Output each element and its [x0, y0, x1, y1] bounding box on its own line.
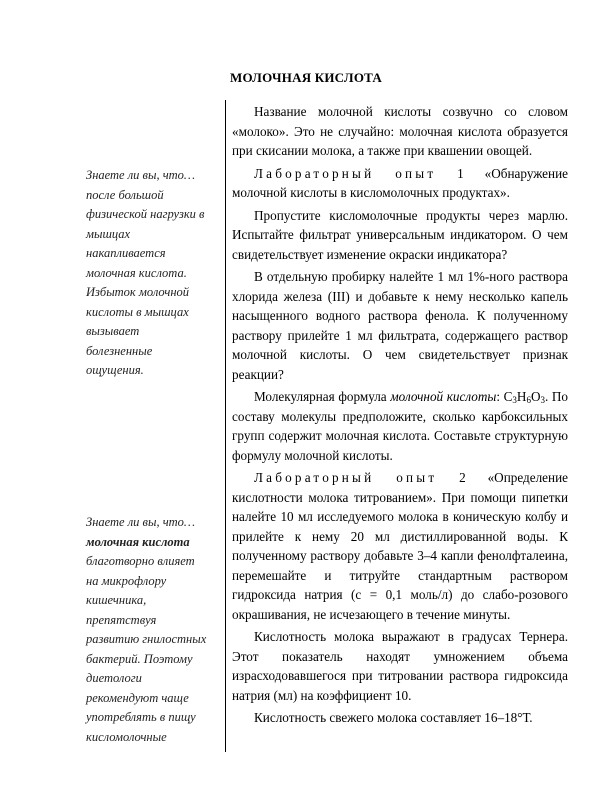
- sidebar-highlight: молочная кислота: [86, 534, 190, 549]
- lab1-paragraph-1: Пропустите кисломолочные продукты через марлю. Испытайте фильтрат универсальным индикатором. О чем свидетельствует изменение окраски индикатора?: [232, 207, 568, 262]
- molecular-formula: $C_3H_6O_3$: [503, 389, 545, 405]
- sidebar-note-2: [86, 513, 220, 747]
- sidebar-line: Знаете ли вы, что…: [86, 168, 196, 182]
- main-text: [232, 102, 568, 731]
- fresh-milk-paragraph: Кислотность свежего молока составляет 16–18°Т.: [254, 710, 533, 725]
- sidebar-line: употреблять в пищу: [86, 710, 196, 724]
- formula-paragraph: Молекулярная формула молочной кислоты: $C_3H_6O_3$. По составу молекулы предположите, сколько карбоксильных групп содержит молочная кислота. Составьте структурную формулу молочной кислоты.: [232, 389, 569, 463]
- sidebar-line: препятствуя: [86, 612, 157, 627]
- lab1-heading: [232, 164, 568, 203]
- sidebar-line: благотворно влияет: [86, 554, 195, 568]
- sidebar-lead: Знаете ли вы, что…: [86, 515, 196, 529]
- sidebar-line: кишечника,: [86, 593, 147, 607]
- column-divider: [225, 100, 226, 752]
- lab1-label: Лабораторный опыт 1: [254, 165, 467, 181]
- lab2-text: При помощи пипетки налейте 10 мл исследуемого молока в коническую колбу и прилейте к нему 20 мл дистиллированной воды. К полученному раствору добавьте 3–4 капли фенолфталеина, перемешайте и титруйте стандартным раствором гидроксида натрия (c = 0,1 моль/л) до слабо-розового окрашивания, не исчезающего в течение минуты.: [232, 489, 569, 622]
- sidebar-line: физической нагрузки в: [86, 207, 205, 221]
- acidity-paragraph: Кислотность молока выражают в градусах Тернера. Этот показатель находят умножением объема израсходовавшегося при титровании раствора гидроксида натрия (мл) на коэффициент 10.: [232, 629, 568, 703]
- formula-rest: . По составу молекулы предположите, сколько карбоксильных групп содержит молочная кислота. Составьте структурную формулу молочной кислоты.: [232, 389, 569, 463]
- lab1-paragraph-2: В отдельную пробирку налейте 1 мл 1%-ного раствора хлорида железа (III) и добавьте к нему несколько капель насыщенного водного раствора фенола. К полученному раствору прилейте 1 мл фильтрата, содержащего раствор молочной кислоты. О чем свидетельствует признак реакции?: [232, 269, 568, 382]
- lab2-paragraph: [232, 468, 568, 624]
- sidebar-line: болезненные: [86, 343, 153, 358]
- sidebar-line: мышцах: [86, 226, 131, 241]
- lab2-label: Лабораторный опыт 2: [254, 470, 469, 485]
- sidebar-line: накапливается: [86, 246, 166, 260]
- formula-lead: Молекулярная формула: [254, 389, 387, 404]
- sidebar-line: рекомендуют чаще: [86, 690, 189, 705]
- sidebar-note-1: [86, 166, 220, 381]
- formula-term: молочной кислоты: [390, 389, 497, 404]
- sidebar-line: ощущения.: [86, 363, 144, 377]
- sidebar-line: Избыток молочной: [86, 285, 190, 299]
- lab1-title: «Обнаружение молочной кислоты в кисломолочных продуктах».: [232, 165, 568, 200]
- sidebar-line: вызывает: [86, 324, 140, 338]
- sidebar-line: кислоты в мышцах: [86, 304, 189, 319]
- sidebar-line: кисломолочные: [86, 729, 167, 744]
- sidebar-line: развитию гнилостных: [86, 632, 207, 646]
- sidebar-line: после большой: [86, 187, 164, 202]
- intro-paragraph: Название молочной кислоты созвучно со словом «молоко». Это не случайно: молочная кислота образуется при скисании молока, а также при квашении овощей.: [232, 104, 568, 158]
- page-title: МОЛОЧНАЯ КИСЛОТА: [230, 70, 382, 85]
- lab2-title: «Определение кислотности молока титрованием».: [232, 470, 568, 505]
- sidebar-line: на микрофлору: [86, 573, 167, 588]
- sidebar-line: бактерий. Поэтому: [86, 651, 193, 666]
- sidebar-line: диетологи: [86, 671, 142, 685]
- sidebar-line: молочная кислота.: [86, 265, 187, 280]
